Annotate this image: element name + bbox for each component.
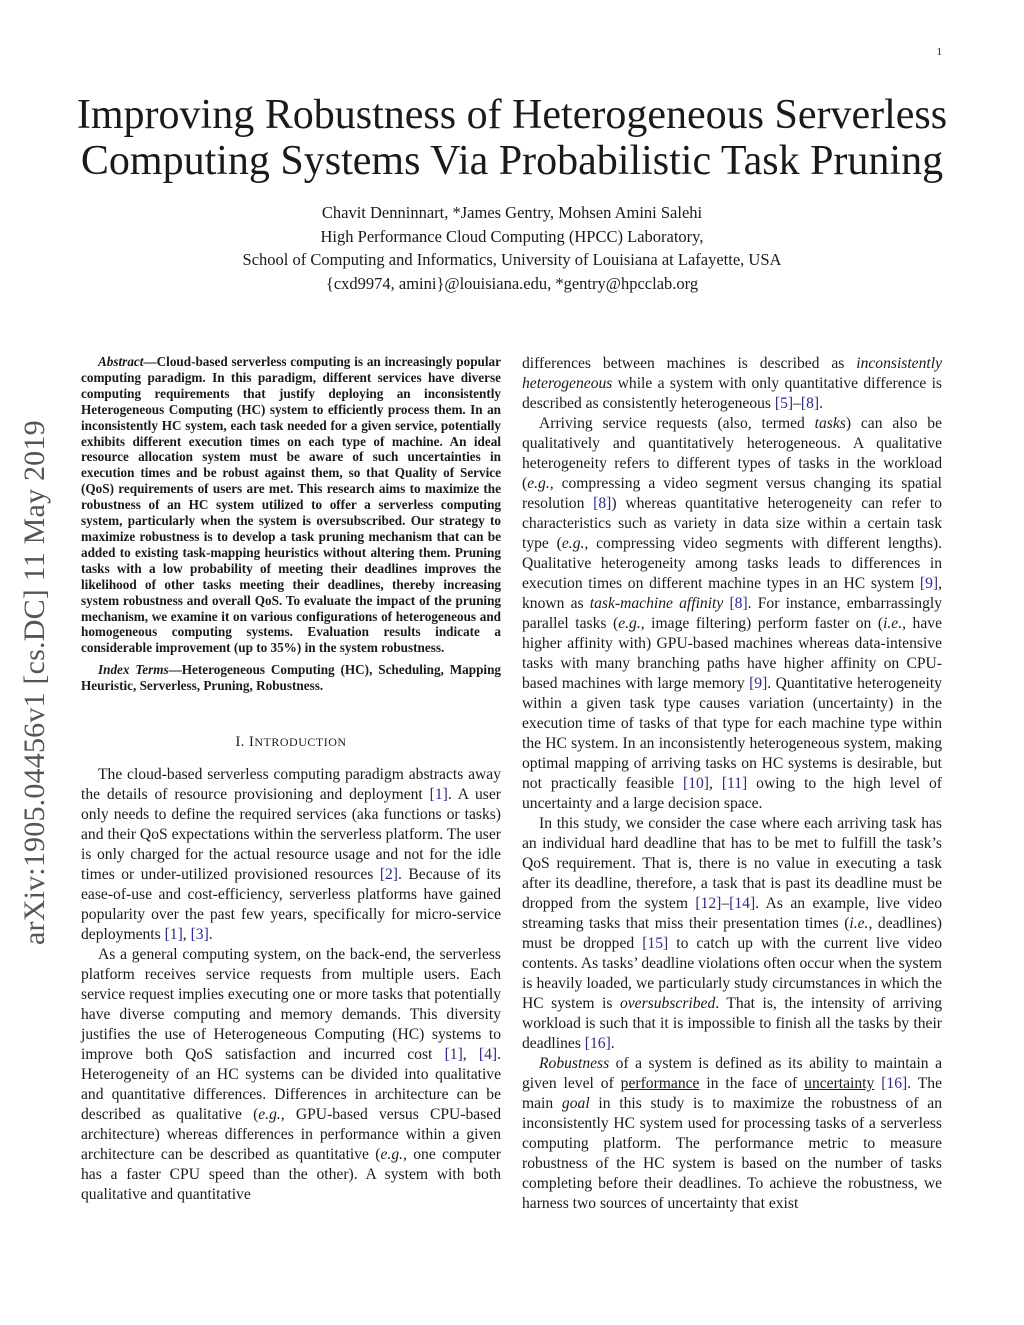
intro-paragraph-6: Robustness of a system is defined as its ability to maintain a given level of performance in the face of uncertainty [16]. The main goal in this study is to maximize the robustness of an inconsistently HC system used for processing tasks of a serverless computing platform. The performance metric to measure robustness of the HC system is based on the number of tasks completing before their deadlines. To achieve the robustness, we harness two sources of uncertainty that exist	[522, 1055, 942, 1212]
citation-link[interactable]: [16]	[584, 1035, 611, 1052]
index-terms-label: Index Terms	[98, 662, 169, 678]
arxiv-identifier: arXiv:1905.04456v1 [cs.DC] 11 May 2019	[18, 420, 51, 945]
citation-link[interactable]: [4]	[478, 1046, 498, 1064]
citation-link[interactable]: [1]	[164, 926, 183, 944]
citation-link[interactable]: [5]	[774, 395, 794, 412]
index-terms-text: —Heterogeneous Computing (HC), Scheduling, Mapping Heuristic, Serverless, Pruning, Robustness.	[81, 662, 501, 694]
right-column	[522, 354, 942, 1214]
abstract-label: Abstract	[98, 354, 144, 369]
author-lab: High Performance Cloud Computing (HPCC) Laboratory,	[320, 226, 704, 246]
citation-link[interactable]: [8]	[729, 595, 748, 612]
author-emails: {cxd9974, amini}@louisiana.edu, *gentry@hpcclab.org	[325, 273, 699, 293]
citation-link[interactable]: [2]	[379, 866, 398, 884]
citation-link[interactable]: [8]	[800, 395, 820, 412]
page-number: 1	[936, 46, 942, 58]
abstract-text: —Cloud-based serverless computing is an increasingly popular computing paradigm. In this paradigm, different services have diverse computing requirements that justify deploying an inconsistently Heterogeneous Computing (HC) system to efficiently process them. In an inconsistently HC system, each task needed for a given service, potentially exhibits different execution times on each type of machine. An ideal resource allocation system must be aware of such uncertainties in execution times and be robust against them, so that Quality of Service (QoS) requirements of users are met. This research aims to maximize the robustness of an HC system utilized to offer a serverless computing system, particularly when the system is oversubscribed. Our strategy to maximize robustness is to develop a task pruning mechanism that can be added to existing task-mapping heuristics without altering them. Pruning tasks with a low probability of meeting their deadlines improves the likelihood of other tasks meeting their deadlines, thereby increasing system robustness and overall QoS. To evaluate the impact of the pruning mechanism, we examine it on various configurations of heterogeneous and homogeneous computing systems. Evaluation results indicate a considerable improvement (up to 35%) in the system robustness.	[81, 354, 501, 656]
author-block	[60, 201, 964, 295]
citation-link[interactable]: [16]	[881, 1075, 908, 1092]
citation-link[interactable]: [9]	[749, 675, 768, 692]
citation-link[interactable]: [1]	[444, 1046, 463, 1064]
paper-title	[60, 92, 964, 184]
author-school: School of Computing and Informatics, University of Louisiana at Lafayette, USA	[242, 250, 782, 269]
citation-link[interactable]: [11]	[721, 775, 748, 792]
citation-link[interactable]: [10]	[683, 775, 709, 792]
abstract	[81, 354, 501, 656]
author-names: Chavit Denninnart, *James Gentry, Mohsen Amini Salehi	[321, 203, 703, 222]
citation-link[interactable]: [14]	[729, 895, 756, 912]
intro-paragraph-3: differences between machines is described as inconsistently heterogeneous while a system with only quantitative difference is described as consistently heterogeneous [5]–[8].	[522, 355, 942, 412]
index-terms	[81, 662, 501, 694]
left-column	[81, 354, 501, 1205]
intro-paragraph-1: The cloud-based serverless computing paradigm abstracts away the details of resource provisioning and deployment [1]. A user only needs to define the required services (aka functions or tasks) and their QoS expectations within the serverless platform. The user is only charged for the actual resource usage and not for the idle times or under-utilized provisioned resources [2]. Because of its ease-of-use and cost-efficiency, serverless platforms have gained popularity over the past few years, specifically for micro-service deployments [1], [3].	[81, 766, 501, 944]
citation-link[interactable]: [9]	[919, 575, 939, 592]
citation-link[interactable]: [8]	[593, 495, 612, 512]
intro-paragraph-2: As a general computing system, on the back-end, the serverless platform receives service requests from multiple users. Each service request implies executing one or more tasks that potentially have diverse computing and memory demands. This diversity justifies the use of Heterogeneous Computing (HC) systems to improve both QoS satisfaction and incurred cost [1], [4]. Heterogeneity of an HC systems can be divided into qualitative and quantitative differences. Differences in architecture can be described as qualitative (e.g., GPU-based versus CPU-based architecture) whereas differences in performance within a given architecture can be described as quantitative (e.g., one computer has a faster CPU speed than the other). A system with both qualitative and quantitative	[81, 946, 502, 1204]
intro-paragraph-4: Arriving service requests (also, termed tasks) can also be qualitatively and quantitatively heterogeneous. A qualitative heterogeneity refers to different types of tasks in the workload (e.g., compressing a video segment versus changing its spatial resolution [8]) whereas quantitative heterogeneity can refer to characteristics such as variety in data size within a certain task type (e.g., compressing video segments with different lengths). Qualitative heterogeneity among tasks leads to differences in execution times on different machine types in an HC system [9], known as task-machine affinity [8]. For instance, embarrassingly parallel tasks (e.g., image filtering) perform faster on (i.e., have higher affinity with) GPU-based machines whereas data-intensive tasks with many branching paths have higher affinity on CPU-based machines with large memory [9]. Quantitative heterogeneity within a given task type causes variation (uncertainty) in the execution time of tasks of that type for each machine type within the HC system. In an inconsistently heterogeneous system, making optimal mapping of arriving tasks on HC systems is desirable, but not practically feasible [10], [11] owing to the high level of uncertainty and a large decision space.	[522, 415, 943, 812]
citation-link[interactable]: [3]	[190, 926, 209, 944]
title-line-2: Computing Systems Via Probabilistic Task Pruning	[80, 138, 944, 184]
citation-link[interactable]: [15]	[642, 935, 669, 952]
citation-link[interactable]: [12]	[695, 895, 722, 912]
intro-paragraph-5: In this study, we consider the case where each arriving task has an individual hard deadline that has to be met to fulfill the task’s QoS requirement. That is, there is no value in executing a task after its deadline, therefore, a task that is past its deadline must be dropped from the system [12]–[14]. As an example, live video streaming tasks that miss their presentation times (i.e., deadlines) must be dropped [15] to catch up with the current live video contents. As tasks’ deadline violations often occur when the system is heavily loaded, we particularly study circumstances in which the HC system is oversubscribed. That is, the intensity of arriving workload is such that it is impossible to finish all the tasks by their deadlines [16].	[522, 815, 943, 1052]
title-line-1: Improving Robustness of Heterogeneous Serverless	[76, 92, 948, 138]
citation-link[interactable]: [1]	[429, 786, 448, 804]
section-heading-introduction: I. INTRODUCTION	[235, 734, 347, 751]
